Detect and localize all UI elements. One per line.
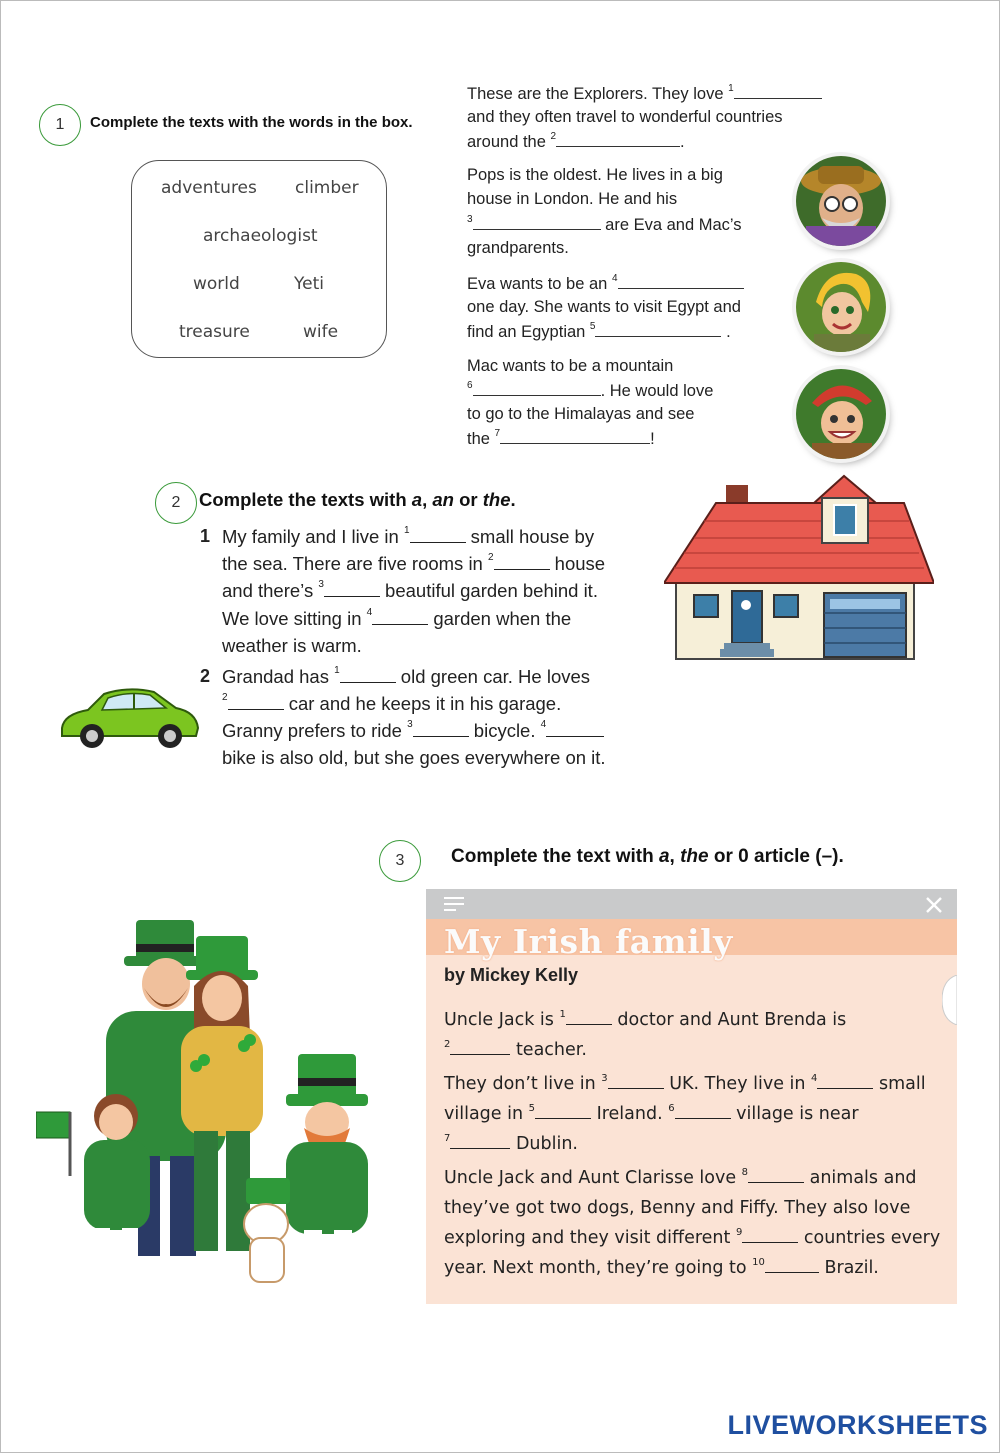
- text-line: Eva wants to be an $^4$: [467, 274, 744, 294]
- exercise-3-number: 3: [379, 840, 421, 882]
- irish-family-illustration: [36, 916, 386, 1288]
- exercise-3-instruction: Complete the text with a, the or 0 article (–).: [451, 846, 844, 867]
- text-line: $^3$ are Eva and Mac’s: [467, 214, 742, 234]
- text-line: around the $^2$ .: [467, 131, 685, 151]
- word-box-item: climber: [295, 178, 359, 198]
- text-line: My family and I live in $^1$ small house by: [222, 525, 595, 547]
- answer-blank[interactable]: [675, 1104, 731, 1119]
- text-line: year. Next month, they’re going to $^{10}$ Brazil.: [444, 1257, 879, 1278]
- panel-toolbar: [426, 889, 957, 919]
- answer-blank[interactable]: [324, 580, 380, 597]
- answer-blank[interactable]: [608, 1074, 664, 1089]
- text-line: $^2$ car and he keeps it in his garage.: [222, 692, 562, 714]
- text-line: $^6$ . He would love: [467, 380, 714, 400]
- word-box-item: wife: [303, 322, 339, 342]
- answer-blank[interactable]: [765, 1258, 819, 1273]
- text-line: to go to the Himalayas and see: [467, 405, 695, 423]
- text-line: grandparents.: [467, 239, 569, 257]
- exercise-1-number: 1: [39, 104, 81, 146]
- menu-icon[interactable]: [442, 895, 466, 913]
- exercise-2-number: 2: [155, 482, 197, 524]
- answer-blank[interactable]: [817, 1074, 873, 1089]
- text-line: bike is also old, but she goes everywhere on it.: [222, 747, 606, 768]
- close-icon[interactable]: [924, 895, 944, 915]
- answer-blank-7[interactable]: [500, 429, 650, 444]
- text-line: Granny prefers to ride $^3$ bicycle. $^4$: [222, 720, 604, 742]
- answer-blank-3[interactable]: [473, 215, 601, 230]
- pops-avatar: [796, 156, 886, 246]
- word-box: [131, 160, 387, 358]
- answer-blank[interactable]: [340, 666, 396, 683]
- liveworksheets-logo: LIVEWORKSHEETS: [727, 1410, 988, 1440]
- green-car-illustration: [58, 684, 200, 752]
- answer-blank-5[interactable]: [595, 322, 721, 337]
- answer-blank-2[interactable]: [556, 132, 680, 147]
- answer-blank-6[interactable]: [473, 381, 601, 396]
- answer-blank[interactable]: [748, 1168, 804, 1183]
- answer-blank[interactable]: [450, 1040, 510, 1055]
- item-number: 2: [200, 666, 211, 686]
- answer-blank[interactable]: [372, 608, 428, 625]
- answer-blank[interactable]: [410, 526, 466, 543]
- answer-blank[interactable]: [535, 1104, 591, 1119]
- word-box-item: world: [193, 274, 240, 294]
- text-line: $^2$ teacher.: [444, 1039, 587, 1060]
- side-tab: [942, 975, 957, 1025]
- text-line: village in $^5$ Ireland. $^6$ village is near: [444, 1103, 859, 1124]
- text-line: We love sitting in $^4$ garden when the: [222, 607, 572, 629]
- text-line: Uncle Jack and Aunt Clarisse love $^8$ animals and: [444, 1167, 917, 1188]
- answer-blank[interactable]: [494, 553, 550, 570]
- answer-blank[interactable]: [413, 720, 469, 737]
- irish-family-panel: [426, 889, 957, 1304]
- text-line: and there’s $^3$ beautiful garden behind it.: [222, 579, 598, 601]
- text-line: Grandad has $^1$ old green car. He loves: [222, 665, 591, 687]
- text-line: They don’t live in $^3$ UK. They live in $^4$ small: [444, 1073, 926, 1094]
- answer-blank[interactable]: [742, 1228, 798, 1243]
- text-line: one day. She wants to visit Egypt and: [467, 298, 741, 316]
- answer-blank[interactable]: [566, 1010, 612, 1025]
- word-box-item: archaeologist: [203, 226, 318, 246]
- answer-blank-4[interactable]: [618, 274, 744, 289]
- house-illustration: [664, 473, 934, 663]
- exercise-1-instruction: Complete the texts with the words in the box.: [90, 114, 413, 131]
- word-box-item: treasure: [179, 322, 250, 342]
- text-line: the $^7$ !: [467, 428, 655, 448]
- text-line: Mac wants to be a mountain: [467, 357, 674, 375]
- text-line: and they often travel to wonderful countries: [467, 108, 783, 126]
- eva-avatar: [796, 262, 886, 352]
- answer-blank[interactable]: [450, 1134, 510, 1149]
- text-line: weather is warm.: [222, 635, 362, 656]
- answer-blank-1[interactable]: [734, 84, 822, 99]
- answer-blank[interactable]: [546, 720, 604, 737]
- word-box-item: Yeti: [294, 274, 324, 294]
- mac-avatar: [796, 369, 886, 459]
- text-line: house in London. He and his: [467, 190, 678, 208]
- exercise-2-instruction: Complete the texts with a, an or the.: [199, 489, 516, 510]
- text-line: Uncle Jack is $^1$ doctor and Aunt Brenda is: [444, 1009, 847, 1030]
- text-line: These are the Explorers. They love $^1$: [467, 84, 822, 104]
- text-line: $^7$ Dublin.: [444, 1133, 578, 1154]
- answer-blank[interactable]: [228, 693, 284, 710]
- word-box-item: adventures: [161, 178, 257, 198]
- text-line: find an Egyptian $^5$ .: [467, 321, 731, 341]
- panel-title: My Irish family: [444, 922, 733, 961]
- panel-author: by Mickey Kelly: [444, 965, 579, 985]
- item-number: 1: [200, 526, 211, 546]
- text-line: Pops is the oldest. He lives in a big: [467, 166, 723, 184]
- text-line: exploring and they visit different $^9$ countries every: [444, 1227, 941, 1248]
- text-line: the sea. There are five rooms in $^2$ house: [222, 552, 606, 574]
- text-line: they’ve got two dogs, Benny and Fiffy. They also love: [444, 1198, 911, 1218]
